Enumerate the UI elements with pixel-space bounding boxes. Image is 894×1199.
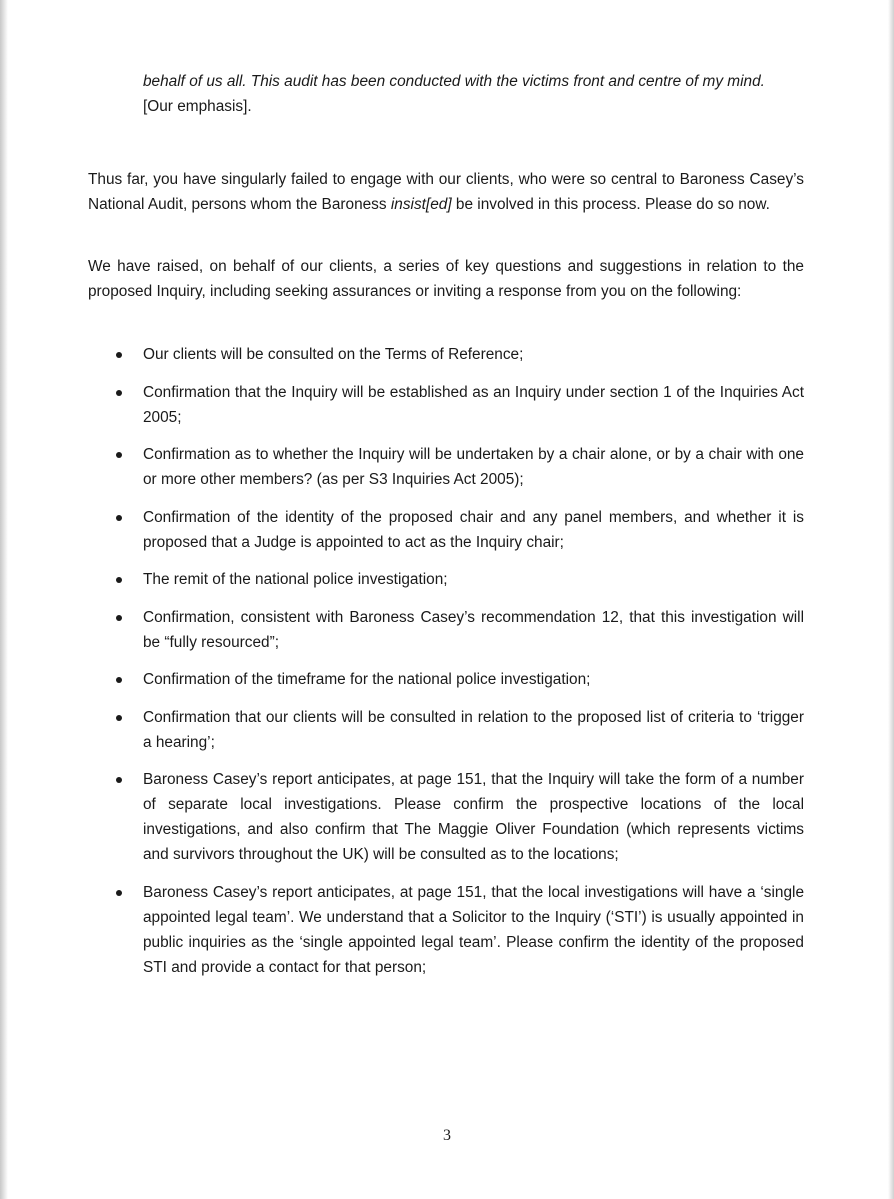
- bullet-item: [88, 442, 804, 492]
- bullet-item: [88, 380, 804, 430]
- bullet-text: Confirmation that the Inquiry will be established as an Inquiry under section 1 of the Inquiries Act 2005;: [143, 383, 804, 426]
- bullet-text: Confirmation, consistent with Baroness Casey’s recommendation 12, that this investigation will be “fully resourced”;: [143, 608, 804, 651]
- bullet-text: Confirmation as to whether the Inquiry will be undertaken by a chair alone, or by a chair with one or more other members? (as per S3 Inquiries Act 2005);: [143, 446, 804, 488]
- bullet-dot-icon: [116, 715, 122, 721]
- page-number: 3: [443, 1127, 451, 1144]
- bullet-dot-icon: [116, 390, 122, 396]
- bullet-text: Our clients will be consulted on the Terms of Reference;: [143, 346, 524, 363]
- questions-bullet-list: [88, 342, 804, 992]
- bullet-dot-icon: [116, 452, 122, 458]
- bullet-text: Baroness Casey’s report anticipates, at page 151, that the Inquiry will take the form of a number of separate local investigations. Please confirm the prospective locations of the local investigations, and also confirm that The Maggie Oliver Foundation (which represents victims and survivors throughout the UK) will be consulted as to the locations;: [143, 771, 804, 863]
- paragraph-questions-intro: We have raised, on behalf of our clients, a series of key questions and suggestions in relation to the proposed Inquiry, including seeking assurances or inviting a response from you on the following:: [88, 258, 804, 300]
- bullet-dot-icon: [116, 777, 122, 783]
- bullet-dot-icon: [116, 677, 122, 683]
- paragraph-engagement-text-end: be involved in this process. Please do so now.: [451, 196, 770, 213]
- bullet-dot-icon: [116, 577, 122, 583]
- bullet-item: [88, 505, 804, 555]
- bullet-text: Confirmation of the identity of the proposed chair and any panel members, and whether it is proposed that a Judge is appointed to act as the Inquiry chair;: [143, 508, 804, 551]
- quote-emphasis-note: [Our emphasis].: [143, 98, 252, 115]
- bullet-dot-icon: [116, 890, 122, 896]
- scan-edge-right: [888, 0, 894, 1199]
- bullet-text: Baroness Casey’s report anticipates, at page 151, that the local investigations will have a ‘single appointed legal team’. We understand that a Solicitor to the Inquiry (‘STI’) is usually appointed in public inquiries as the ‘single appointed legal team’. Please confirm the identity of the proposed STI and provide a contact for that person;: [143, 883, 804, 976]
- bullet-item: [88, 667, 804, 692]
- paragraph-engagement-emphasis: insist[ed]: [390, 196, 452, 213]
- bullet-dot-icon: [116, 352, 122, 358]
- bullet-item: [88, 880, 804, 980]
- bullet-item: [88, 705, 804, 755]
- bullet-dot-icon: [116, 615, 122, 621]
- bullet-item: [88, 767, 804, 867]
- paragraph-engagement-text-start: Thus far, you have singularly failed to engage with our clients, who were so central to Baroness Casey’s National Audit, persons whom the Baroness: [88, 171, 804, 213]
- paragraph-engagement: [88, 167, 804, 217]
- quote-line-italic: behalf of us all. This audit has been conducted with the victims front and centre of my mind.: [143, 73, 765, 90]
- bullet-item: [88, 342, 804, 367]
- bullet-item: [88, 567, 804, 592]
- bullet-text: The remit of the national police investigation;: [143, 571, 448, 588]
- quoted-passage: [143, 69, 805, 119]
- bullet-text: Confirmation that our clients will be consulted in relation to the proposed list of criteria to ‘trigger a hearing’;: [143, 708, 804, 751]
- bullet-dot-icon: [116, 515, 122, 521]
- bullet-item: [88, 605, 804, 655]
- bullet-text: Confirmation of the timeframe for the national police investigation;: [143, 671, 591, 688]
- scan-edge-left: [0, 0, 8, 1199]
